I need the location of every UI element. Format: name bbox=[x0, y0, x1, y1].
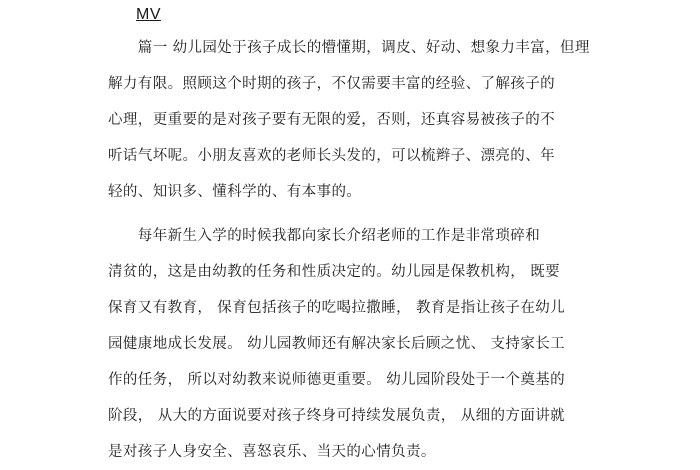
paragraph-2-line-1: 每年新生入学的时候我都向家长介绍老师的工作是非常琐碎和 bbox=[108, 228, 541, 244]
paragraph-1-line-5: 轻的、知识多、懂科学的、有本事的。 bbox=[108, 184, 362, 200]
paragraph-2-line-2: 清贫的，这是由幼教的任务和性质决定的。幼儿园是保教机构， 既要 bbox=[108, 264, 561, 280]
paragraph-1-line-3: 心理，更重要的是对孩子要有无限的爱，否则，还真容易被孩子的不 bbox=[108, 112, 555, 128]
paragraph-2-line-3: 保育又有教育， 保育包括孩子的吃喝拉撒睡， 教育是指让孩子在幼儿 bbox=[108, 300, 566, 316]
document-heading: MV bbox=[136, 6, 161, 23]
paragraph-2-line-6: 阶段， 从大的方面说要对孩子终身可持续发展负责， 从细的方面讲就 bbox=[108, 408, 566, 424]
paragraph-1-line-4: 听话气坏呢。小朋友喜欢的老师长头发的，可以梳辫子、漂亮的、年 bbox=[108, 148, 555, 164]
paragraph-1-line-1: 篇一 幼儿园处于孩子成长的懵懂期，调皮、好动、想象力丰富，但理 bbox=[108, 40, 590, 56]
paragraph-1-line-2: 解力有限。照顾这个时期的孩子，不仅需要丰富的经验、了解孩子的 bbox=[108, 76, 555, 92]
paragraph-2-line-4: 园健康地成长发展。 幼儿园教师还有解决家长后顾之忧、 支持家长工 bbox=[108, 336, 566, 352]
paragraph-2-line-5: 作的任务， 所以对幼教来说师德更重要。 幼儿园阶段处于一个奠基的 bbox=[108, 372, 566, 388]
paragraph-2-line-7: 是对孩子人身安全、喜怒哀乐、当天的心情负责。 bbox=[108, 444, 436, 460]
